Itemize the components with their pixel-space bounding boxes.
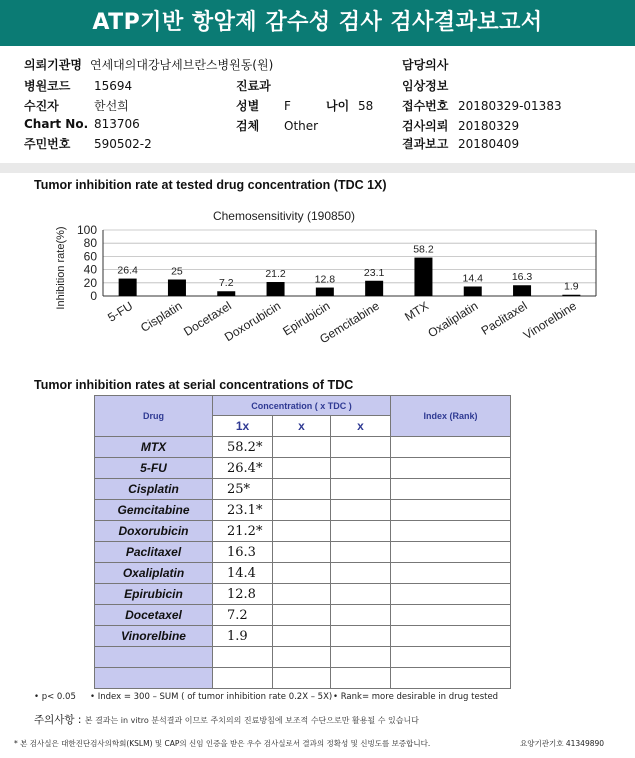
bar-value-label: 12.8 [314,273,336,286]
chart-label: Chart No. [24,117,89,131]
table-row [95,500,511,521]
age-label: 나이 [326,99,350,113]
request-label: 검사의뢰 [402,119,449,133]
hospital-code-row [24,77,132,94]
table-row [95,437,511,458]
report-date-label: 결과보고 [402,137,449,151]
x-tick-label: Doxorubicin [221,298,284,345]
x-tick-label: Gemcitabine [317,298,382,347]
value-1x: 16.3 [213,542,273,563]
value-1x: 14.4 [213,563,273,584]
sub-header-x: x [331,416,391,437]
bar [119,279,137,296]
bar-value-label: 16.3 [511,271,533,284]
value-1x: 1.9 [213,626,273,647]
bar-value-label: 26.4 [117,264,138,277]
sex-row [236,97,373,114]
institution-row [24,56,273,73]
drug-name: Docetaxel [95,605,213,626]
bar-value-label: 1.9 [564,280,579,293]
hospital-code-label: 병원코드 [24,79,71,93]
caution-note [34,712,419,727]
receiver-row [24,97,129,114]
bar [562,295,580,296]
x-tick-label: Vinorelbine [520,298,579,343]
receipt-label: 접수번호 [402,99,449,113]
drug-name: 5-FU [95,458,213,479]
institution-value: 연세대의대강남세브란스병원동(원) [90,58,274,72]
bar-value-label: 7.2 [218,277,234,290]
receiver-label: 수진자 [24,99,59,113]
table-row [95,458,511,479]
drug-name: Gemcitabine [95,500,213,521]
bar [217,291,235,296]
bar [365,281,383,296]
y-tick-label: 20 [83,275,97,290]
id-value: 590502-2 [94,137,152,151]
x-tick-label: Oxaliplatin [425,298,481,341]
table-row [95,521,511,542]
id-label: 주민번호 [24,137,71,151]
bar [316,288,334,296]
bar-value-label: 25 [171,265,183,278]
section-divider [0,163,635,173]
y-tick-label: 100 [76,223,97,237]
section2-title: Tumor inhibition rates at serial concentrations of TDC [34,378,354,392]
institution-code-note: 요양기관기호 41349890 [520,739,605,748]
age-value: 58 [358,99,374,113]
x-tick-label: MTX [402,298,432,324]
chart-svg [48,200,608,385]
bar-value-label: 21.2 [265,268,286,281]
sex-label: 성별 [236,99,260,113]
specimen-value: Other [284,119,319,133]
chart-value: 813706 [94,117,140,131]
drug-header: Drug [95,396,213,437]
value-1x: 21.2* [213,521,273,542]
p-value-note: • p< 0.05 [34,692,76,702]
sex-value: F [284,99,291,113]
x-tick-label: Cisplatin [138,298,185,335]
drug-name: Paclitaxel [95,542,213,563]
drug-name: Oxaliplatin [95,563,213,584]
institution-label: 의뢰기관명 [24,58,82,72]
table-row-empty [95,647,511,668]
bar [464,286,482,296]
y-tick-label: 40 [83,262,97,277]
specimen-label: 검체 [236,119,260,133]
x-tick-label: Epirubicin [280,298,333,339]
results-table [94,395,511,689]
hospital-code-value: 15694 [94,79,133,93]
department-row [236,77,271,94]
table-row [95,563,511,584]
value-1x: 7.2 [213,605,273,626]
receipt-value: 20180329-01383 [458,99,562,113]
x-tick-label: 5-FU [105,298,136,325]
drug-name: Vinorelbine [95,626,213,647]
receipt-row [402,97,562,114]
doctor-label: 담당의사 [402,58,449,72]
report-title: ATP기반 항암제 감수성 검사 검사결과보고서 [0,0,635,46]
request-value: 20180329 [458,119,520,133]
department-label: 진료과 [236,79,271,93]
chart-row [24,117,140,131]
bar-value-label: 14.4 [462,272,483,285]
index-note: • Index = 300 – SUM ( of tumor inhibition rate 0.2X – 5X) [90,692,333,702]
drug-name: Cisplatin [95,479,213,500]
table-row [95,605,511,626]
value-1x: 58.2* [213,437,273,458]
caution-label: 주의사항 : [34,714,82,726]
sub-header-1x: 1x [213,416,273,437]
certification-note: * 본 검사실은 대한진단검사의학회(KSLM) 및 CAP의 신임 인증을 받은 우수 검사실로서 결과의 정확성 및 신빙도를 보증합니다. [14,739,431,748]
rank-note: • Rank= more desirable in drug tested [333,692,499,702]
table-row [95,626,511,647]
concentration-header: Concentration ( x TDC ) [213,396,391,416]
bar-value-label: 58.2 [413,243,434,256]
x-tick-label: Docetaxel [181,298,234,339]
sub-header-x: x [273,416,331,437]
drug-name: MTX [95,437,213,458]
drug-name: Epirubicin [95,584,213,605]
y-tick-label: 80 [83,236,97,251]
request-row [402,117,519,134]
drug-name: Doxorubicin [95,521,213,542]
y-tick-label: 60 [83,249,97,264]
value-1x: 25* [213,479,273,500]
index-header: Index (Rank) [391,396,511,437]
y-tick-label: 0 [90,289,97,303]
table-row-empty [95,668,511,689]
bar [513,285,531,296]
section1-title: Tumor inhibition rate at tested drug concentration (TDC 1X) [34,178,387,192]
chart-title: Chemosensitivity (190850) [212,209,356,223]
doctor-row [402,56,448,73]
receiver-value: 한선희 [94,99,129,113]
bar [267,282,285,296]
chart-y-axis-label: Inhibition rate(%) [55,226,67,310]
clinical-row [402,77,448,94]
report-date-value: 20180409 [458,137,520,151]
table-row [95,542,511,563]
report-date-row [402,135,519,152]
bar [414,258,432,296]
chemosensitivity-chart [48,200,608,385]
table-row [95,479,511,500]
specimen-row [236,117,318,134]
bar [168,280,186,297]
clinical-label: 임상정보 [402,79,449,93]
value-1x: 23.1* [213,500,273,521]
value-1x: 26.4* [213,458,273,479]
caution-text: 본 결과는 in vitro 분석결과 이므로 주치의의 진료방침에 보조적 수단으로만 활용될 수 있습니다 [84,716,419,725]
bar-value-label: 23.1 [363,266,385,279]
id-row [24,135,152,152]
value-1x: 12.8 [213,584,273,605]
table-row [95,584,511,605]
x-tick-label: Paclitaxel [478,298,530,338]
